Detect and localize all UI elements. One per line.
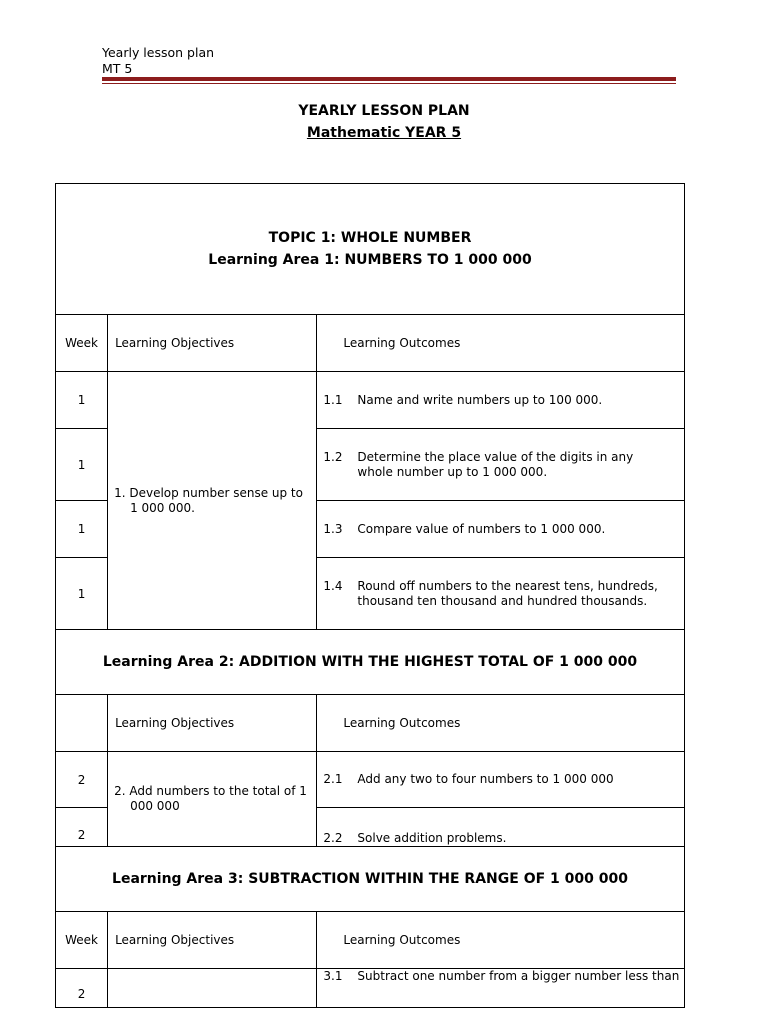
column-header-row — [56, 315, 685, 372]
week-cell: 2 — [56, 752, 108, 808]
col-outcomes-header: Learning Outcomes — [317, 315, 685, 372]
objective-cell: 2. Add numbers to the total of 1 000 000 — [108, 752, 317, 847]
outcome-number: 1.4 — [323, 578, 343, 593]
document-subtitle: Mathematic YEAR 5 — [306, 125, 462, 141]
outcome-cell — [317, 501, 685, 558]
col-week-header: Week — [56, 315, 108, 372]
outcome-cell — [317, 808, 685, 847]
outcome-number: 1.3 — [323, 521, 343, 536]
learning-area-3-title: Learning Area 3: SUBTRACTION WITHIN THE RANGE OF 1 000 000 — [56, 847, 685, 912]
outcome-text: Round off numbers to the nearest tens, hundreds, thousand ten thousand and hundred thousands. — [357, 578, 658, 608]
week-cell: 2 — [56, 969, 108, 1008]
col-objectives-header: Learning Objectives — [108, 912, 317, 969]
topic-title: TOPIC 1: WHOLE NUMBER — [268, 230, 472, 246]
outcome-number: 2.1 — [323, 772, 343, 786]
outcome-text: Solve addition problems. — [357, 831, 507, 845]
col-outcomes-header: Learning Outcomes — [317, 912, 685, 969]
col-outcomes-header: Learning Outcomes — [317, 695, 685, 752]
running-header-title: Yearly lesson plan — [102, 45, 215, 60]
objective-cell: 1. Develop number sense up to 1 000 000. — [108, 372, 317, 630]
lesson-plan-table — [55, 183, 685, 1008]
outcome-cell — [317, 372, 685, 429]
outcome-cell — [317, 429, 685, 501]
outcome-cell — [317, 752, 685, 808]
week-cell: 1 — [56, 501, 108, 558]
outcome-number: 2.2 — [323, 831, 343, 845]
col-week-header: Week — [56, 912, 108, 969]
table-row — [56, 372, 685, 429]
col-week-header-empty — [56, 695, 108, 752]
week-cell: 1 — [56, 558, 108, 630]
outcome-cell — [317, 558, 685, 630]
topic-header-row — [56, 184, 685, 315]
objective-cell-empty — [108, 969, 317, 1008]
learning-area-2-title: Learning Area 2: ADDITION WITH THE HIGHEST TOTAL OF 1 000 000 — [56, 630, 685, 695]
document-title: YEARLY LESSON PLAN — [298, 103, 470, 119]
table-row — [56, 969, 685, 1008]
section-header-row — [56, 630, 685, 695]
outcome-text: Determine the place value of the digits in any whole number up to 1 000 000. — [357, 449, 634, 479]
outcome-text: Name and write numbers up to 100 000. — [357, 392, 603, 407]
col-objectives-header: Learning Objectives — [108, 315, 317, 372]
outcome-number: 1.2 — [323, 449, 343, 464]
topic-header-cell — [56, 184, 685, 315]
outcome-text: Compare value of numbers to 1 000 000. — [357, 521, 606, 536]
outcome-cell — [317, 969, 685, 1008]
header-rule-thick — [102, 77, 676, 81]
column-header-row — [56, 912, 685, 969]
section-header-row — [56, 847, 685, 912]
running-header-code: MT 5 — [102, 61, 133, 76]
column-header-row — [56, 695, 685, 752]
outcome-number: 3.1 — [323, 969, 343, 983]
outcome-text: Subtract one number from a bigger number less than — [357, 969, 680, 983]
learning-area-1-title: Learning Area 1: NUMBERS TO 1 000 000 — [208, 252, 532, 268]
week-cell: 1 — [56, 372, 108, 429]
table-row — [56, 752, 685, 808]
week-cell: 2 — [56, 808, 108, 847]
outcome-number: 1.1 — [323, 392, 343, 407]
week-cell: 1 — [56, 429, 108, 501]
header-rule-thin — [102, 83, 676, 84]
outcome-text: Add any two to four numbers to 1 000 000 — [357, 772, 614, 786]
col-objectives-header: Learning Objectives — [108, 695, 317, 752]
